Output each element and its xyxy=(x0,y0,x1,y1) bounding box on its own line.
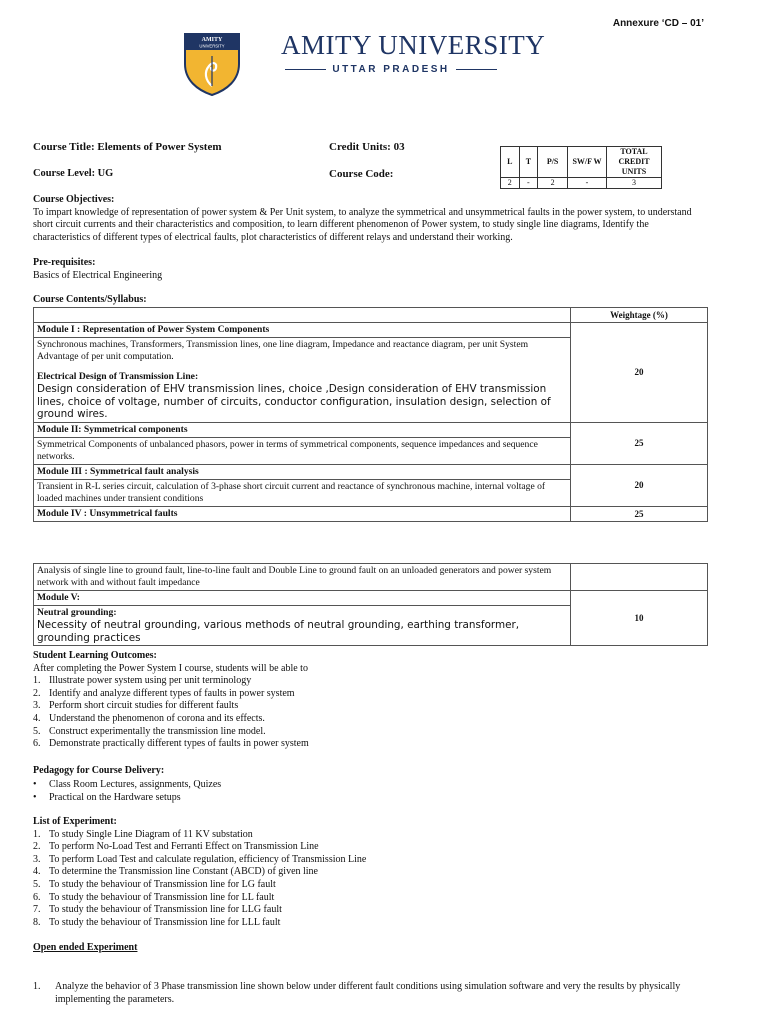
list-item: 4. To determine the Transmission line Constant (ABCD) of given line xyxy=(33,866,318,878)
list-item: 6. To study the behaviour of Transmission line for LL fault xyxy=(33,891,275,903)
credit-value-swfw: - xyxy=(568,178,607,189)
credit-value-ps: 2 xyxy=(538,178,568,189)
module-3-weight: 20 xyxy=(571,464,708,506)
course-level: Course Level: UG xyxy=(33,168,114,179)
module-5-weight: 10 xyxy=(571,591,708,646)
module-5-subtitle: Neutral grounding: xyxy=(37,607,117,618)
list-item: 5. Construct experimentally the transmission line model. xyxy=(33,725,266,737)
subtitle-text: UTTAR PRADESH xyxy=(332,64,450,75)
course-title: Course Title: Elements of Power System xyxy=(33,141,222,153)
credit-header-total: TOTAL CREDIT UNITS xyxy=(607,147,662,178)
outcomes-heading: Student Learning Outcomes: xyxy=(33,650,157,661)
module-5-text: Necessity of neutral grounding, various methods of neutral grounding, earthing transformer, grounding practices xyxy=(37,619,520,644)
module-1-text: Synchronous machines, Transformers, Transmission lines, one line diagram, Impedance and reactance diagram, per unit System Advantage of per unit computation. xyxy=(37,339,529,362)
outcomes-list xyxy=(33,675,713,751)
weightage-header: Weightage (%) xyxy=(571,308,708,323)
credit-units: Credit Units: 03 xyxy=(329,141,405,153)
pedagogy-section xyxy=(33,765,713,805)
open-ended-heading: Open ended Experiment xyxy=(33,942,138,953)
module-4-weight: 25 xyxy=(571,506,708,521)
list-item: 1. To study Single Line Diagram of 11 KV substation xyxy=(33,828,253,840)
bullet-icon: • xyxy=(33,778,37,790)
module-5-title: Module V: xyxy=(34,591,571,606)
list-item: • Practical on the Hardware setups xyxy=(33,792,181,804)
credit-header-ps: P/S xyxy=(538,147,568,178)
list-item: 8. To study the behaviour of Transmission line for LLL fault xyxy=(33,916,281,928)
module-1-weight: 20 xyxy=(571,323,708,423)
credit-table xyxy=(500,146,662,189)
outcomes-intro: After completing the Power System I course, students will be able to xyxy=(33,662,308,674)
open-ended-item: 1. Analyze the behavior of 3 Phase transmission line shown below under different fault conditions using simulation software and very the results by physically implementing the parameters. xyxy=(33,981,698,1006)
objectives-heading: Course Objectives: xyxy=(33,194,115,205)
module-1-subtext: Design consideration of EHV transmission lines, choice ,Design consideration of EHV transmission lines, choice of voltage, number of circuits, conductor configuration, insulation design, selection of ground wires. xyxy=(37,383,551,421)
syllabus-table xyxy=(33,307,708,522)
list-item: 5. To study the behaviour of Transmission line for LG fault xyxy=(33,878,276,890)
credit-value-l: 2 xyxy=(501,178,520,189)
university-logo xyxy=(183,30,241,96)
pedagogy-list xyxy=(33,779,713,805)
module-2-title: Module II: Symmetrical components xyxy=(34,422,571,437)
module-1-subtitle: Electrical Design of Transmission Line: xyxy=(37,371,199,382)
experiments-heading: List of Experiment: xyxy=(33,816,117,827)
list-item: • Class Room Lectures, assignments, Quizes xyxy=(33,778,222,790)
list-item: 4. Understand the phenomenon of corona and its effects. xyxy=(33,712,265,724)
prereq-section xyxy=(33,257,708,282)
credit-value-t: - xyxy=(519,178,538,189)
module-3-text: Transient in R-L series circuit, calculation of 3-phase short circuit current and reactance of synchronous machine, internal voltage of loaded machines under transient conditions xyxy=(34,479,571,506)
objectives-section xyxy=(33,194,708,245)
prereq-heading: Pre-requisites: xyxy=(33,257,96,268)
list-item: 3. To perform Load Test and calculate regulation, efficiency of Transmission Line xyxy=(33,853,367,865)
prereq-text: Basics of Electrical Engineering xyxy=(33,269,163,281)
module-1-content xyxy=(34,338,571,423)
syllabus-heading: Course Contents/Syllabus: xyxy=(33,294,147,305)
university-name: AMITY UNIVERSITY xyxy=(281,30,546,60)
list-item: 2. To perform No-Load Test and Ferranti Effect on Transmission Line xyxy=(33,841,319,853)
course-code: Course Code: xyxy=(329,168,394,180)
credit-header-l: L xyxy=(501,147,520,178)
objectives-text: To impart knowledge of representation of power system & Per Unit system, to analyze the symmetrical and unsymmetrical faults in the power system, to understand short circuit currents and their characteristics and composition, to learn different phenomenon of Power system, to study single line diagrams, Identify the characteristics of different types of electrical faults, plot characteristics of different relays and understand their working. xyxy=(33,206,692,244)
list-item: 7. To study the behaviour of Transmission line for LLG fault xyxy=(33,904,282,916)
module-4-text: Analysis of single line to ground fault, line-to-line fault and Double Line to ground fault on an unloaded generators and power system network with and without fault impedance xyxy=(34,564,571,591)
module-3-title: Module III : Symmetrical fault analysis xyxy=(34,464,571,479)
svg-text:AMITY: AMITY xyxy=(201,37,223,43)
experiments-list xyxy=(33,829,713,930)
module-2-text: Symmetrical Components of unbalanced phasors, power in terms of symmetrical components, sequence impedances and sequence networks. xyxy=(34,437,571,464)
module-2-weight: 25 xyxy=(571,422,708,464)
module-5-content xyxy=(34,606,571,646)
list-item: 6. Demonstrate practically different types of faults in power system xyxy=(33,738,309,750)
module-4-title: Module IV : Unsymmetrical faults xyxy=(34,506,571,521)
pedagogy-heading: Pedagogy for Course Delivery: xyxy=(33,765,165,776)
bullet-icon: • xyxy=(33,792,37,804)
list-item: 3. Perform short circuit studies for different faults xyxy=(33,700,239,712)
syllabus-table-continued xyxy=(33,563,708,646)
shield-icon xyxy=(183,30,241,96)
university-subtitle xyxy=(285,64,497,75)
list-item: 1. Illustrate power system using per unit terminology xyxy=(33,675,252,687)
list-item: 2. Identify and analyze different types of faults in power system xyxy=(33,687,295,699)
svg-text:UNIVERSITY: UNIVERSITY xyxy=(199,43,225,49)
credit-header-swfw: SW/F W xyxy=(568,147,607,178)
module-1-title: Module I : Representation of Power System Components xyxy=(34,323,571,338)
experiments-section xyxy=(33,816,713,929)
credit-header-t: T xyxy=(519,147,538,178)
annexure-label: Annexure ‘CD – 01’ xyxy=(612,18,704,29)
open-ended-text: Analyze the behavior of 3 Phase transmission line shown below under different fault conditions using simulation software and very the results by physically implementing the parameters. xyxy=(55,981,681,1005)
outcomes-section xyxy=(33,650,713,751)
credit-value-total: 3 xyxy=(607,178,662,189)
